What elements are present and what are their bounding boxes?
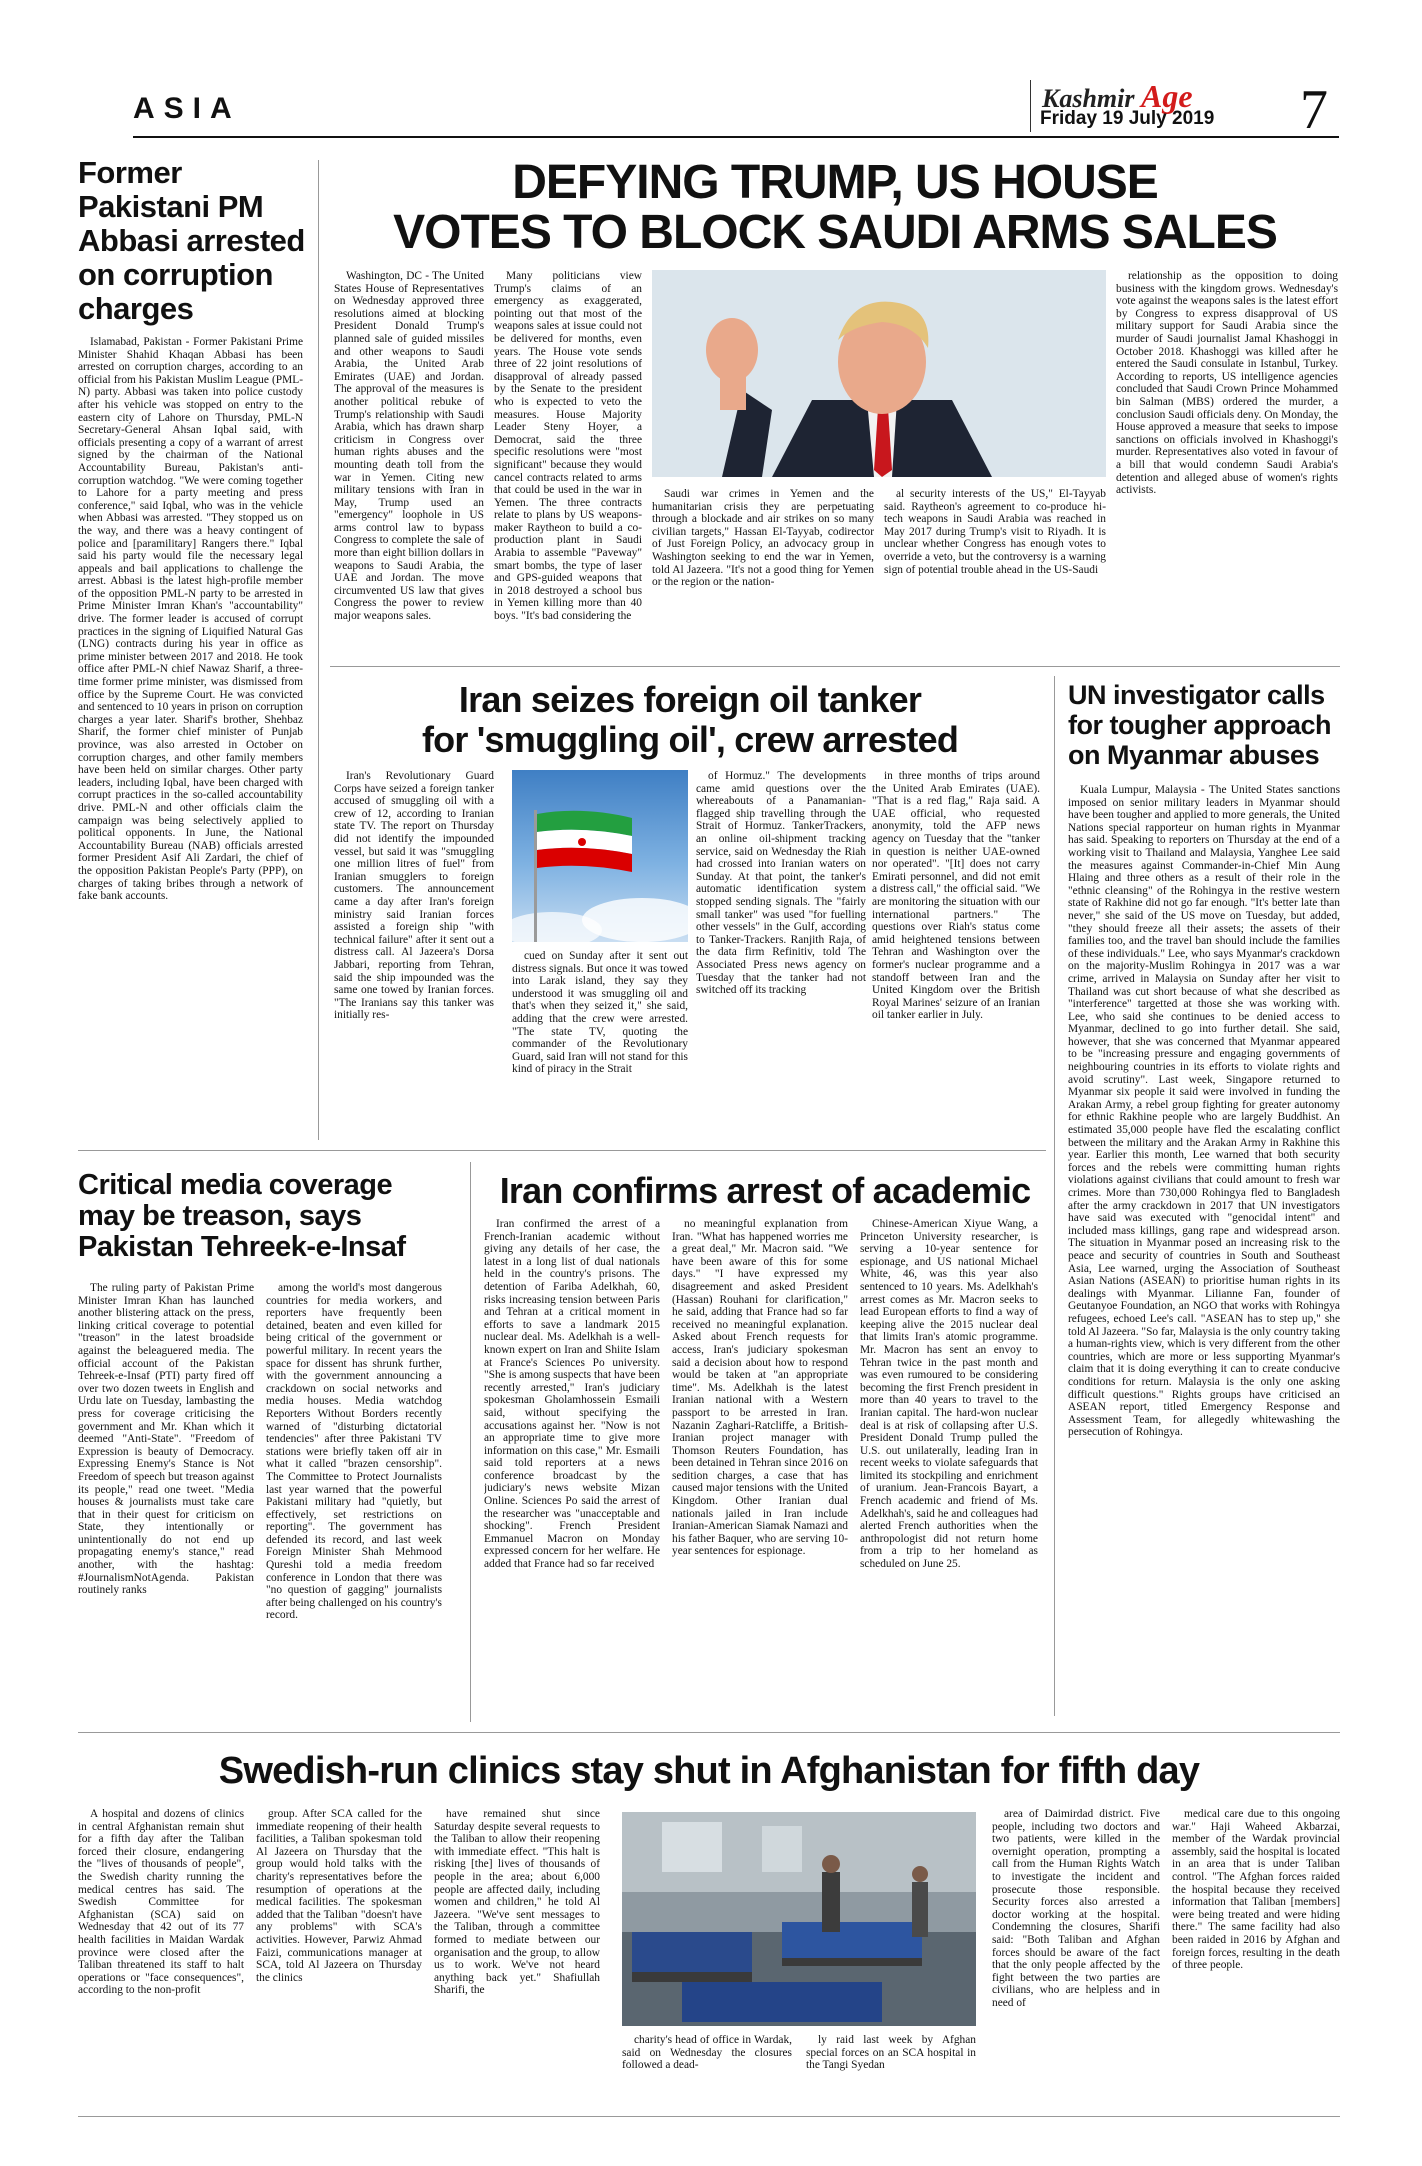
clinics-column-6: area of Daimirdad district. Five people, including two doctors and two patients, were killed in the overnight operation, prompting a call from the Human Rights Watch to investigate the incident and prosecute those responsible. Security forces also arrested a doctor working at the hospital. Condemning the closures, Sharifi said: "Both Taliban and Afghan forces should be aware of the fact that the only people affected by the fight between the two parties are civilians, who are helpless and in need of [992, 1808, 1160, 2009]
hospital-photo [622, 1812, 976, 2026]
myanmar-body: Kuala Lumpur, Malaysia - The United States sanctions imposed on senior military leaders in Myanmar should have been tougher and applied to more generals, the United Nations special rapporteur on human rights in Myanmar has said. Speaking to reporters on Thursday at the end of a working visit to Thailand and Malaysia, Yanghee Lee said the measures against Commander-in-Chief Min Aung Hlaing and three others as a result of their role in the "ethnic cleansing" of the Rohingya in the restive western state of Rakhine did not go far enough. "It's better late than never," she said of the US move on Tuesday, but added, "they should freeze all their assets; the assets of their families too, and the travel ban should include the families of these individuals." Lee, who says Myanmar's crackdown on the majority-Muslim Rohingya in 2017 was a war crime, arrived in Malaysia on Sunday after her visit to Thailand was cut short because of what she described as "interference" targetted at those she was working with. Lee, who said she continues to be denied access to Myanmar, declined to go into further detail. She said, however, that she was concerned that Myanmar appeared to be "increasing pressure and engaging governments of neighbouring countries in its efforts to violate rights and avoid scrutiny". Last week, Singapore returned to Myanmar six people it said were involved in funding the Arakan Army, a rebel group fighting for greater autonomy for ethnic Rakhine people who are largely Buddhist. An estimated 35,000 people have fled the escalating conflict between the military and the Arakan Army in Rakhine this year. Earlier this month, Lee warned that both security forces and the rebels were committing human rights violations against civilians that could amount to fresh war crimes. More than 730,000 Rohingya fled to Bangladesh after the army crackdown in 2017 that UN investigators have said was executed with "genocidal intent" and included mass killings, gang rape and widespread arson. The situation in Myanmar posed an increasing risk to the peace and security of countries in South and Southeast Asia, Lee warned, urging the Association of Southeast Asian Nations (ASEAN) to prioritise human rights in its dealings with Myanmar. Lilianne Fan, founder of Geutanyoe Foundation, an NGO that works with Rohingya refugees, echoed Lee's call. "ASEAN has to step up," she told Al Jazeera. "So far, Malaysia is the only country taking a human-rights view, which is very different from the other countries, which are more or less supporting Myanmar's claim that it is doing everything it can to create conducive conditions for return. Malaysia is the only one asking difficult questions." Rights groups have criticised an ASEAN report, titled Emergency Response and Assessment Team, for allegedly whitewashing the persecution of Rohingya. [1068, 784, 1340, 1439]
tanker-column-4: in three months of trips around the United Arab Emirates (UAE). "That is a red flag," Raja said. A UAE official, who requested anonymity, told the AFP news agency on Tuesday that the "tanker in question is neither UAE-owned nor operated". "[It] does not carry Emirati personnel, and did not emit a distress call," the official said. "We are monitoring the situation with our international partners." The questions over Riah's status come amid heightened tensions between Tehran and Washington over the former's nuclear programme and a standoff between Iran and the United Kingdom over the British Royal Marines' seizure of an Iranian oil tanker earlier in July. [872, 770, 1040, 1022]
abbasi-headline: Former Pakistani PM Abbasi arrested on corruption charges [78, 155, 305, 326]
trump-column-4: al security interests of the US," El-Tayyab said. Raytheon's agreement to co-produce hi-tech weapons in Saudi Arabia was reached in May 2017 during Trump's visit to Riyadh. It is unclear whether Congress has enough votes to override a veto, but the controversy is a warning sign of potential trouble ahead in the US-Saudi [884, 488, 1106, 576]
iran-flag-image [512, 770, 688, 942]
trump-headline [330, 158, 1340, 259]
newspaper-logo: Kashmir Age [1042, 78, 1193, 114]
masthead-rule [133, 136, 1339, 138]
myanmar-headline: UN investigator calls for tougher approach on Myanmar abuses [1068, 680, 1332, 770]
trump-portrait-image [652, 270, 1106, 477]
clinics-column-3: have remained shut since Saturday despite several requests to the Taliban to allow their reopening with immediate effect. "This halt is risking [the] lives of thousands of people in the area; about 6,000 people are affected daily, including women and children," he told Al Jazeera. "We've sent messages to the Taliban, through a committee formed to mediate between our organisation and the group, to allow us to work. We've not heard anything back yet." Shafiullah Sharifi, the [434, 1808, 600, 1997]
academic-column-3: Chinese-American Xiyue Wang, a Princeton University researcher, is serving a 10-year sentence for espionage, and US national Michael White, 46, was this year also sentenced to 10 years. Ms. Adelkhah's arrest comes as Mr. Macron seeks to lead European efforts to find a way of keeping alive the 2015 nuclear deal that limits Iran's atomic programme. Mr. Macron has sent an envoy to Tehran twice in the past month and was even rumoured to be considering becoming the first French president in more than 40 years to travel to the Iranian capital. The hard-won nuclear deal is at risk of collapsing after U.S. President Donald Trump pulled the U.S. out unilaterally, leading Iran in recent weeks to violate safeguards that limited its stockpiling and enrichment of uranium. Jean-Francois Bayart, a French academic and friend of Ms. Adelkhah's, said he and colleagues had alerted French authorities when the anthropologist did not return home from a trip to her homeland as scheduled on June 25. [860, 1218, 1038, 1571]
tanker-column-3: of Hormuz." The developments came amid questions over the whereabouts of a Panamanian-flagged ship travelling through the Strait of Hormuz. TankerTrackers, an online oil-shipment tracking service, said on Wednesday the Riah had crossed into Iranian waters on Sunday. At that point, the tanker's automatic identification system stopped sending signals. The "fairly small tanker" was used "for fuelling other vessels" in the Gulf, according to Tanker-Trackers. Ranjith Raja, of the data firm Refinitiv, told The Associated Press news agency on Tuesday that the tanker had not switched off its tracking [696, 770, 866, 997]
abbasi-body: Islamabad, Pakistan - Former Pakistani Prime Minister Shahid Khaqan Abbasi has been arrested on corruption charges, according to an official from his Pakistan Muslim League (PML-N) party. Abbasi was taken into police custody after his vehicle was stopped on entry to the eastern city of Lahore on Thursday, PML-N Secretary-General Ahsan Iqbal said, with officials presenting a copy of a warrant of arrest signed by the chairman of the National Accountability Bureau, Pakistan's anti-corruption watchdog. "We were coming together to Lahore for a party meeting and press conference," said Iqbal, who was in the vehicle when Abbasi was arrested. "They stopped us on the way, and there was a heavy contingent of police and [paramilitary] Rangers there." Iqbal said his party would file the necessary legal appeals and bail applications to challenge the arrest. Abbasi is the latest high-profile member of the opposition PML-N party to be arrested in Prime Minister Imran Khan's "accountability" drive. The former leader is accused of corrupt practices in the signing of Liquified Natural Gas (LNG) contracts during his year in office as prime minister between 2017 and 2018. He took office after PML-N chief Nawaz Sharif, a three-time former prime minister, was dismissed from office by the Supreme Court. He was convicted and sentenced to 10 years in prison on corruption charges a year later. Sharif's brother, Shehbaz Sharif, the former chief minister of Punjab province, was also arrested in October on corruption charges, and other family members have been held on similar charges. Other party leaders, including Iqbal, have been charged with corrupt practices in the so-called accountability drive. PML-N and other officials claim the campaign was being selectively applied to political opponents. In June, the National Accountability Bureau (NAB) officials arrested former President Asif Ali Zardari, the chief of the opposition Pakistan People's Party (PPP), on charges of taking bribes through a network of fake bank accounts. [78, 336, 303, 903]
clinics-column-7: medical care due to this ongoing war." Haji Waheed Akbarzai, member of the Wardak provincial assembly, said the hospital is located in an area that is under Taliban control. "The Afghan forces raided the hospital because they received information that Taliban [members] were being treated and were hiding there." The same facility had also been raided in 2016 by Afghan and foreign forces, resulting in the death of three people. [1172, 1808, 1340, 1972]
tanker-headline-line1: Iran seizes foreign oil tanker [458, 679, 922, 720]
clinics-column-1: A hospital and dozens of clinics in central Afghanistan remain shut for a fifth day after the Taliban forced their closure, endangering the "lives of thousands of people", the Swedish charity running the medical centres has said. The Swedish Committee for Afghanistan (SCA) said on Wednesday that 42 out of its 77 health facilities in Maidan Wardak province were closed after the Taliban threatened its staff to halt operations or "face consequences", according to the non-profit [78, 1808, 244, 1997]
trump-photo [652, 270, 1106, 477]
masthead-divider [1030, 80, 1031, 132]
issue-date: Friday 19 July 2019 [1040, 108, 1215, 129]
trump-column-2: Many politicians view Trump's claims of an emergency as exaggerated, pointing out that most of the weapons sales at issue could not be delivered for months, even years. The House vote sends three of 22 joint resolutions of disapproval of already passed by the Senate to the president who is expected to veto the measures. House Majority Leader Steny Hoyer, a Democrat, said the three specific resolutions were "most significant" because they would cancel contracts related to arms that could be used in the war in Yemen. The three contracts relate to plans by US weapons-maker Raytheon to build a co-production plant in Saudi Arabia to assemble "Paveway" smart bombs, the type of laser and GPS-guided weapons that in 2018 destroyed a school bus in Yemen killing more than 40 boys. "It's bad considering the [494, 270, 642, 623]
clinics-column-4: charity's head of office in Wardak, said on Wednesday the closures followed a dead- [622, 2034, 792, 2072]
trump-headline-line2: VOTES TO BLOCK SAUDI ARMS SALES [393, 206, 1277, 260]
treason-column-1: The ruling party of Pakistan Prime Minister Imran Khan has launched another blistering attack on the press, linking critical coverage to potential "treason" in the latest broadside against the beleaguered media. The official account of the Pakistan Tehreek-e-Insaf (PTI) party fired off over two dozen tweets in English and Urdu late on Tuesday, lambasting the press for coverage criticising the government and Mr. Khan which it deemed "Anti-State". "Freedom of Expression is beauty of Democracy. Expressing Enemy's Stance is Not Freedom of speech but treason against its people," read one tweet. "Media houses & journalists must take care that in their quest for criticism on State, they intentionally or unintentionally do not end up propagating enemy's stance," read another, with the hashtag: #JournalismNotAgenda. Pakistan routinely ranks [78, 1282, 254, 1597]
treason-column-2: among the world's most dangerous countries for media workers, and reporters have frequently been detained, beaten and even killed for being critical of the government or powerful military. In recent years the space for dissent has shrunk further, with the government announcing a crackdown on social networks and media houses. Media watchdog Reporters Without Borders recently warned of "disturbing dictatorial tendencies" after three Pakistani TV stations were briefly taken off air in what it called "brazen censorship". The Committee to Protect Journalists last year warned that the powerful Pakistani military had "quietly, but effectively, set restrictions on reporting". The government has defended its record, and last week Foreign Minister Shah Mehmood Qureshi told a media freedom conference in London that there was "no question of gagging" journalists after being challenged on his country's record. [266, 1282, 442, 1622]
clinics-headline: Swedish-run clinics stay shut in Afghanistan for fifth day [218, 1750, 1200, 1792]
academic-headline: Iran confirms arrest of academic [499, 1170, 1031, 1211]
tanker-headline-line2: for 'smuggling oil', crew arrested [421, 719, 959, 760]
hospital-ward-image [622, 1812, 976, 2026]
tanker-column-2: cued on Sunday after it sent out distress signals. But once it was towed into Larak island, they say they understood it was smuggling oil and that's when they seized it," she said, adding that the crew were arrested. "The state TV, quoting the commander of the Revolutionary Guard, said Iran will not stand for this kind of piracy in the Strait [512, 950, 688, 1076]
trump-column-1: Washington, DC - The United States House of Representatives on Wednesday approved three resolutions aimed at blocking President Donald Trump's planned sale of guided missiles and other weapons to Saudi Arabia, the United Arab Emirates (UAE) and Jordan. The approval of the measures is another political rebuke of Trump's relationship with Saudi Arabia, which has drawn sharp criticism in Congress over human rights abuses and the mounting death toll from the war in Yemen. Citing new military tensions with Iran in May, Trump used an "emergency" loophole in US arms control law to bypass Congress to complete the sale of more than eight billion dollars in weapons to Saudi Arabia, the UAE and Jordan. The move circumvented US law that gives Congress the power to review major weapons sales. [334, 270, 484, 623]
page-number: 7 [1300, 79, 1328, 141]
column-divider [318, 160, 319, 1140]
academic-column-2: no meaningful explanation from Iran. "What has happened worries me a great deal," Mr. Macron said. "We have been aware of this for some days." "I have expressed my disagreement and asked President (Hassan) Rouhani for clarification," he said, adding that France had so far received no meaningful explanation. Asked about French requests for access, Iran's judiciary spokesman said a decision about how to respond would be taken at "an appropriate time". Ms. Adelkhah is the latest Iranian national with a Western passport to be arrested in Iran. Nazanin Zaghari-Ratcliffe, a British-Iranian project manager with Thomson Reuters Foundation, has been detained in Tehran since 2016 on sedition charges, a case that has caused major tensions with the United Kingdom. Other Iranian dual nationals jailed in Iran include Iranian-American Siamak Namazi and his father Baquer, who are serving 10-year sentences for espionage. [672, 1218, 848, 1558]
section-divider [78, 1150, 1046, 1151]
iran-flag-photo [512, 770, 688, 942]
section-divider [78, 1732, 1340, 1733]
column-divider [1054, 676, 1055, 1716]
trump-headline-line1: DEFYING TRUMP, US HOUSE [512, 156, 1158, 209]
trump-column-5: relationship as the opposition to doing business with the kingdom grows. Wednesday's vote against the weapons sales is the latest effort by Congress to express disapproval of US military support for Saudi Arabia since the murder of Saudi journalist Jamal Khashoggi in October 2018. Khashoggi was killed after he entered the Saudi consulate in Istanbul, Turkey. According to reports, US intelligence agencies concluded that Saudi Crown Prince Mohammed bin Salman (MBS) ordered the murder, a conclusion Saudi officials deny. On Monday, the House approved a measure that seeks to impose sanctions on officials involved in Khashoggi's murder. Representatives also voted in favour of a bill that would condemn Saudi Arabia's detention and alleged abuse of women's rights activists. [1116, 270, 1338, 497]
academic-column-1: Iran confirmed the arrest of a French-Iranian academic without giving any details of her case, the latest in a long list of dual nationals held in the country's prisons. The detention of Fariba Adelkhah, 60, risks increasing tension between Paris and Tehran at a critical moment in efforts to save a landmark 2015 nuclear deal. Ms. Adelkhah is a well-known expert on Iran and Shiite Islam at France's Sciences Po university. "She is among suspects that have been recently arrested," Iran's judiciary spokesman Gholamhossein Esmaili said, without specifying the accusations against her. "Now is not an appropriate time to give more information on this case," Mr. Esmaili said told reporters at a news conference broadcast by the judiciary's news website Mizan Online. Sciences Po said the arrest of the researcher was "unacceptable and shocking". French President Emmanuel Macron on Monday expressed concern for her welfare. He added that France had so far received [484, 1218, 660, 1571]
clinics-column-2: group. After SCA called for the immediate reopening of their health facilities, a Taliban spokesman told Al Jazeera on Thursday that the group would hold talks with the charity's representatives before the resumption of operations at the medical facilities. The spokesman added that the Taliban "doesn't have any problems" with SCA's activities. However, Parwiz Ahmad Faizi, communications manager at SCA, told Al Jazeera on Thursday the clinics [256, 1808, 422, 1984]
column-divider [470, 1162, 471, 1722]
tanker-column-1: Iran's Revolutionary Guard Corps have seized a foreign tanker accused of smuggling oil with a crew of 12, according to Iranian state TV. The report on Thursday did not identify the impounded vessel, but said it was "smuggling one million litres of fuel" from Iranian smugglers to foreign customers. The announcement came a day after Iran's foreign ministry said Iranian forces assisted a foreign ship "with technical failure" after it sent out a distress call. Al Jazeera's Dorsa Jabbari, reporting from Tehran, said the ship impounded was the same one towed by Iranian forces. "The Iranians say this tanker was initially res- [334, 770, 494, 1022]
clinics-column-5: ly raid last week by Afghan special forces on an SCA hospital in the Tangi Syedan [806, 2034, 976, 2072]
section-divider [330, 666, 1340, 667]
page-bottom-rule [78, 2116, 1340, 2117]
tanker-headline [330, 680, 1050, 760]
trump-column-3: Saudi war crimes in Yemen and the humanitarian crisis they are perpetuating through a blockade and air strikes on so many civilian targets," Hassan El-Tayyab, codirector of Just Foreign Policy, an advocacy group in Washington seeking to end the war in Yemen, told Al Jazeera. "It's not a good thing for Yemen or the region or the nation- [652, 488, 874, 589]
treason-headline: Critical media coverage may be treason, says Pakistan Tehreek-e-Insaf [78, 1169, 406, 1263]
section-name: ASIA [133, 92, 241, 125]
